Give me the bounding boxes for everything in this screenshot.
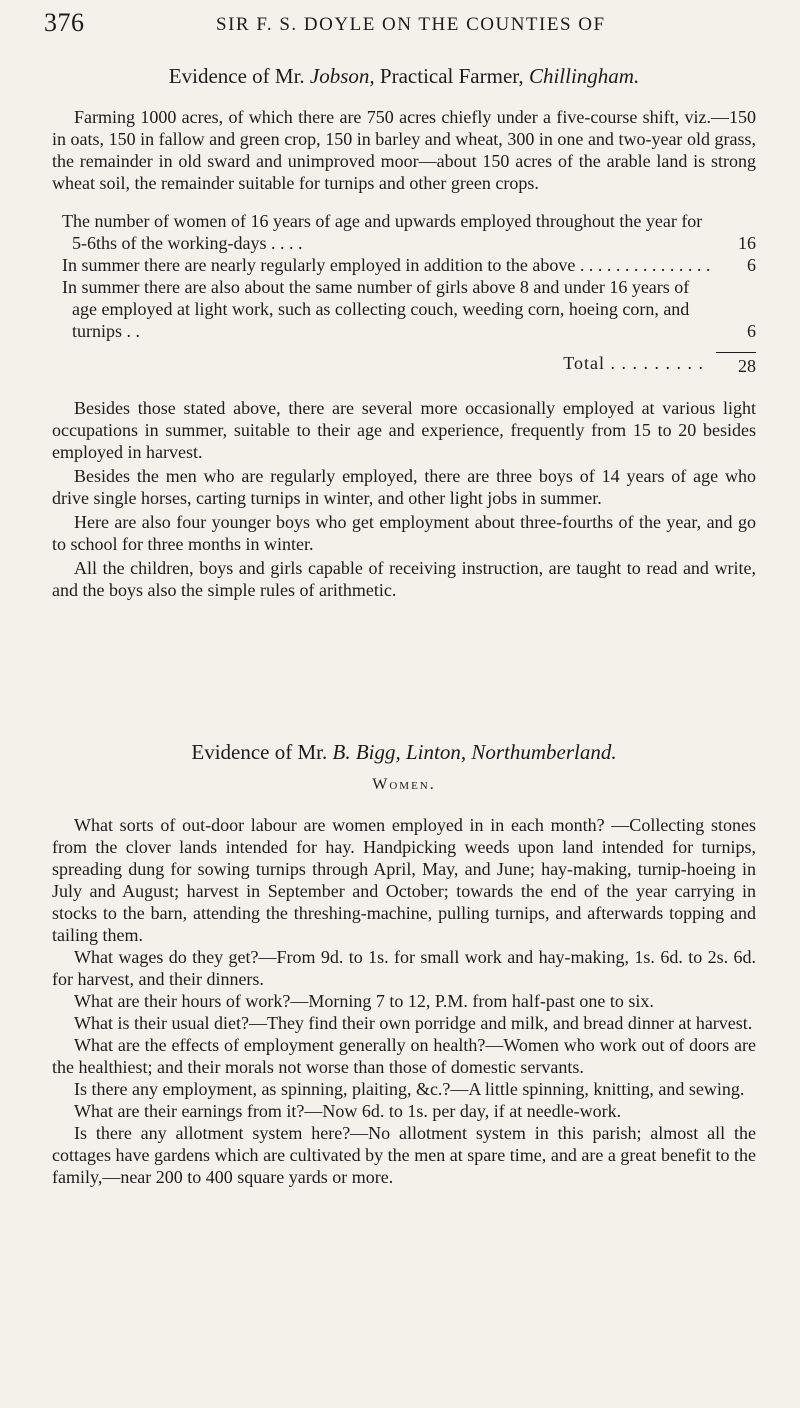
subheading: Women. (372, 776, 436, 793)
qa-paragraph: What are their earnings from it?—Now 6d. to 1s. per day, if at needle-work. (74, 1101, 622, 1121)
evidence-jobson (52, 62, 756, 603)
page-header (0, 8, 800, 44)
qa-paragraph: Is there any employment, as spinning, plaiting, &c.?—A little spinning, knitting, and sewing. (74, 1079, 745, 1099)
section-title (52, 738, 756, 766)
paragraph: All the children, boys and girls capable of receiving instruction, are taught to read and write, and the boys also the simple rules of arithmetic. (52, 558, 756, 600)
table-row (52, 276, 756, 342)
qa-paragraph: Is there any allotment system here?—No allotment system in this parish; almost all the cottages have gardens which are cultivated by the men at spare time, and are a great benefit to the family,—near 200 to 400 square yards or more. (52, 1123, 756, 1187)
qa-paragraph: What wages do they get?—From 9d. to 1s. for small work and hay-making, 1s. 6d. to 2s. 6d. for harvest, and their dinners. (52, 947, 756, 989)
employment-table (52, 210, 756, 377)
title-prefix: Evidence of Mr. (168, 64, 305, 88)
paragraph: Besides the men who are regularly employed, there are three boys of 14 years of age who drive single horses, carting turnips in winter, and other light jobs in summer. (52, 466, 756, 508)
row-description: In summer there are nearly regularly employed in addition to the above . . . . . . . . . . . . . . . (62, 255, 711, 275)
total-value: 28 (716, 352, 756, 377)
row-value: 16 (738, 233, 756, 253)
intro-paragraph: Farming 1000 acres, of which there are 750 acres chiefly under a five-course shift, viz.—150 in oats, 150 in fallow and green crop, 150 in barley and wheat, 300 in one and two-year old grass, the remainder in old sward and unimproved moor—about 150 acres of the arable land is strong wheat soil, the remainder suitable for turnips and other green crops. (52, 107, 756, 193)
section-title (52, 62, 756, 90)
row-value: 6 (747, 255, 756, 275)
qa-paragraph: What is their usual diet?—They find their own porridge and milk, and bread dinner at harvest. (74, 1013, 753, 1033)
title-name: B. Bigg, (332, 740, 401, 764)
row-value: 6 (747, 321, 756, 341)
row-description: In summer there are also about the same number of girls above 8 and under 16 years of age employed at light work, such as collecting couch, weeding corn, hoeing corn, and turnips . . (62, 277, 690, 341)
table-row (52, 210, 756, 254)
row-description: The number of women of 16 years of age and upwards employed throughout the year for 5-6ths of the working-days . . . . (62, 211, 703, 253)
table-row (52, 254, 756, 276)
qa-paragraph: What sorts of out-door labour are women employed in in each month? —Collecting stones from the clover lands intended for hay. Handpicking weeds upon land intended for turnips, spreading dung for sowing turnips through April, May, and June; hay-making, turnip-hoeing in July and August; harvest in September and October; towards the end of the year carrying in stocks to the barn, attending the threshing-machine, pulling turnips, and afterwards topping and tailing them. (52, 815, 756, 945)
paragraph: Besides those stated above, there are several more occasionally employed at various light occupations in summer, suitable to their age and experience, frequently from 15 to 20 besides employed in harvest. (52, 398, 756, 462)
page-number: 376 (44, 8, 85, 37)
running-head: SIR F. S. DOYLE ON THE COUNTIES OF (216, 14, 606, 35)
total-row (52, 352, 756, 377)
evidence-bigg (52, 738, 756, 1188)
qa-paragraph: What are their hours of work?—Morning 7 to 12, P.M. from half-past one to six. (74, 991, 654, 1011)
paragraph: Here are also four younger boys who get employment about three-fourths of the year, and go to school for three months in winter. (52, 512, 756, 554)
title-middle: Practical Farmer, (379, 64, 524, 88)
qa-paragraph: What are the effects of employment generally on health?—Women who work out of doors are the healthiest; and their morals not worse than those of domestic servants. (52, 1035, 756, 1077)
title-prefix: Evidence of Mr. (191, 740, 328, 764)
title-place: Linton, Northumberland. (406, 740, 617, 764)
title-place: Chillingham. (528, 64, 640, 88)
title-name: Jobson, (309, 64, 375, 88)
total-label: Total . . . . . . . . . (563, 353, 704, 373)
